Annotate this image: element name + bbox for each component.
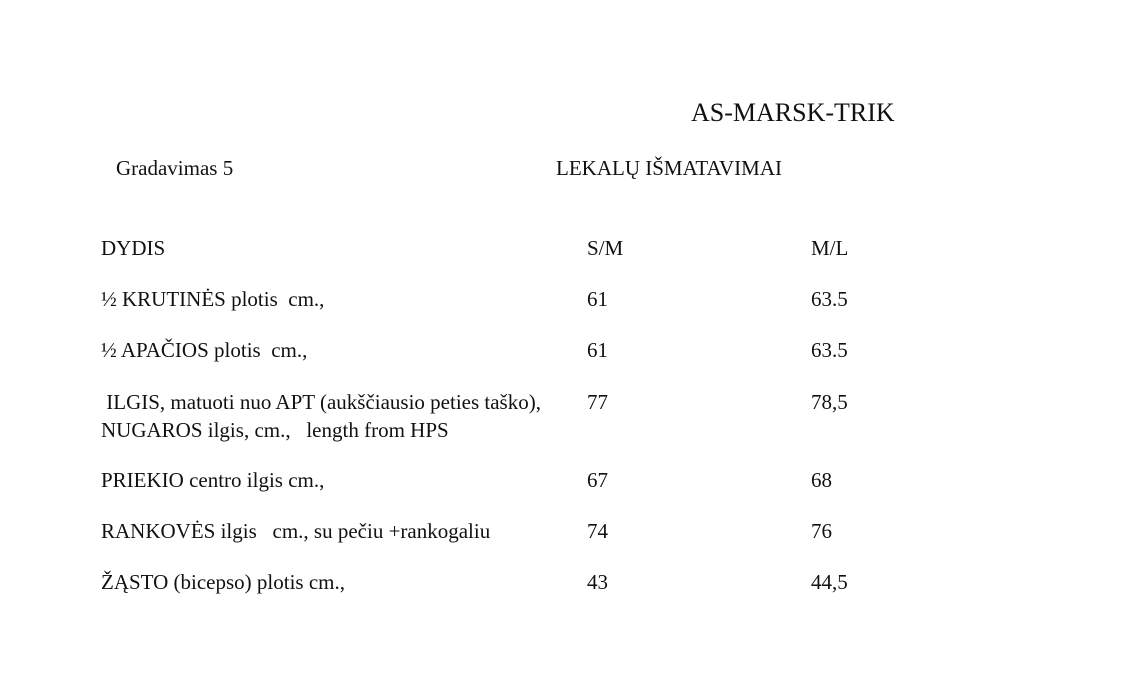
row-value-sm: 74 <box>587 519 608 543</box>
row-label: RANKOVĖS ilgis cm., su pečiu +rankogaliu <box>101 519 491 543</box>
row-value-ml: 76 <box>811 519 832 543</box>
row-value-sm: 77 <box>587 390 608 414</box>
column-header-sm: S/M <box>587 236 624 260</box>
row-label: PRIEKIO centro ilgis cm., <box>101 468 325 492</box>
row-value-ml: 44,5 <box>811 570 848 594</box>
row-value-ml: 63.5 <box>811 287 848 311</box>
row-value-ml: 63.5 <box>811 338 848 362</box>
row-label: ½ APAČIOS plotis cm., <box>101 338 308 362</box>
row-value-sm: 67 <box>587 468 608 492</box>
row-value-sm: 61 <box>587 338 608 362</box>
document-title: LEKALŲ IŠMATAVIMAI <box>556 156 783 180</box>
row-value-sm: 43 <box>587 570 608 594</box>
row-label: ½ KRUTINĖS plotis cm., <box>101 287 325 311</box>
column-header-ml: M/L <box>811 236 849 260</box>
column-header-size: DYDIS <box>101 236 166 260</box>
row-label: ILGIS, matuoti nuo APT (aukščiausio peties taško), NUGAROS ilgis, cm., length from HPS <box>101 390 547 442</box>
row-value-sm: 61 <box>587 287 608 311</box>
grading-label: Gradavimas 5 <box>116 156 234 180</box>
row-value-ml: 78,5 <box>811 390 848 414</box>
row-label: ŽĄSTO (bicepso) plotis cm., <box>101 570 346 594</box>
row-value-ml: 68 <box>811 468 832 492</box>
document-code: AS-MARSK-TRIK <box>691 98 895 127</box>
